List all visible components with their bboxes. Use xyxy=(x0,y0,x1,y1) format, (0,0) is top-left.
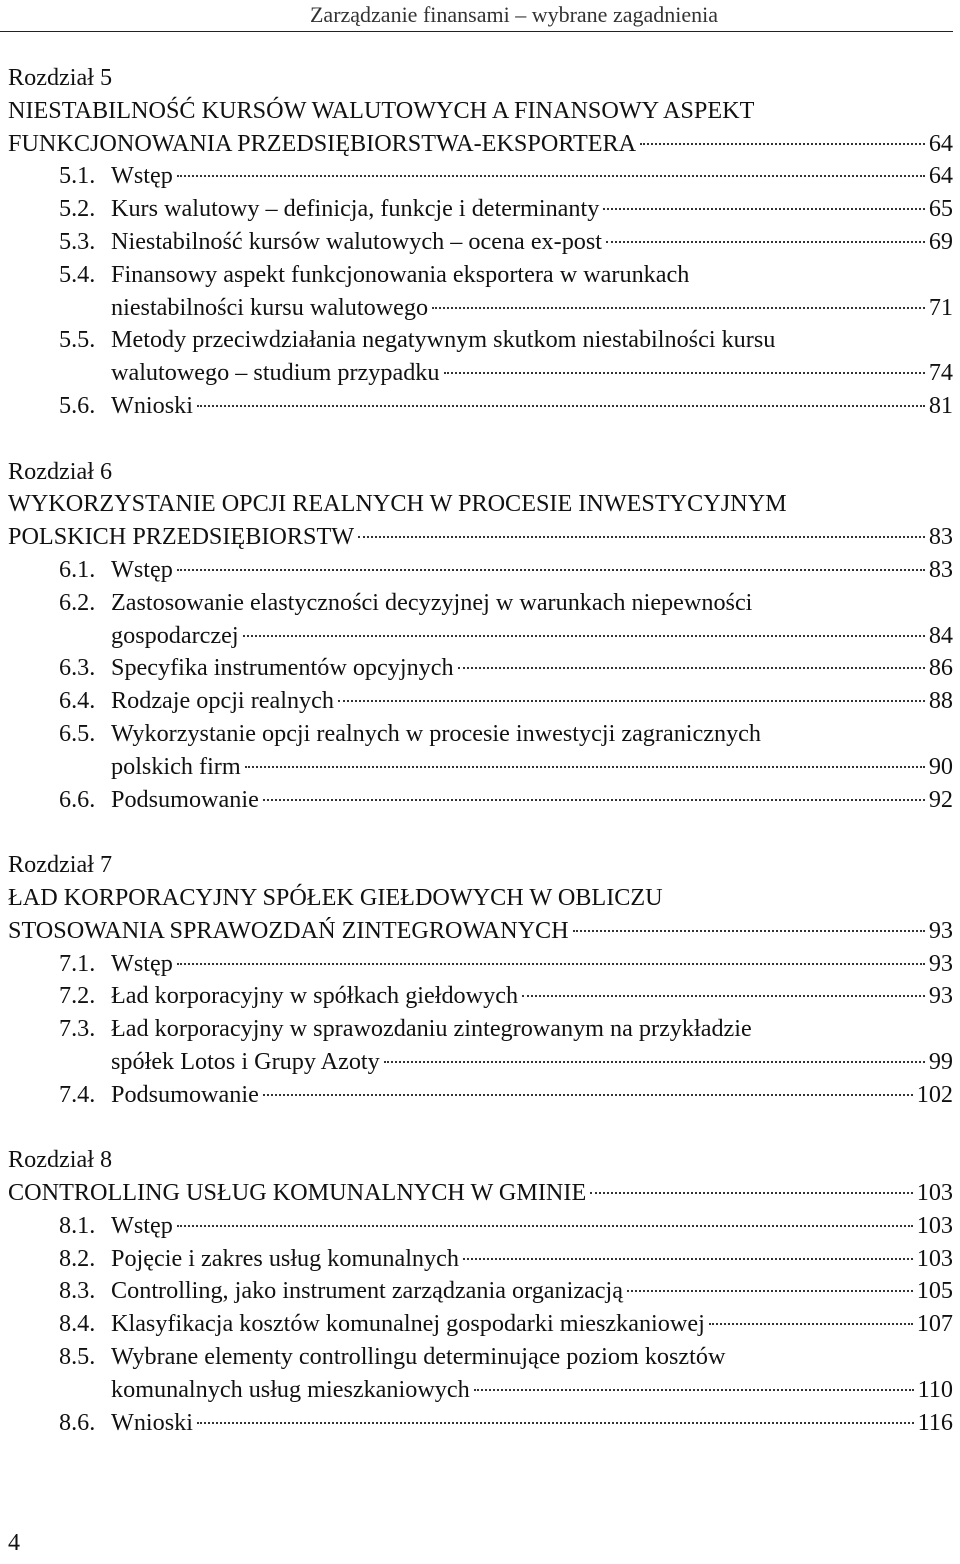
section-number: 5.6. xyxy=(59,391,96,419)
dot-leader xyxy=(243,635,925,637)
section-number: 7.1. xyxy=(59,949,96,977)
page-ref: 116 xyxy=(917,1408,953,1436)
page-ref: 103 xyxy=(916,1244,953,1272)
toc-section xyxy=(59,784,953,817)
section-number: 6.5. xyxy=(59,719,96,747)
section-entry xyxy=(59,160,953,193)
toc-entry-row xyxy=(111,292,953,325)
section-entry xyxy=(59,193,953,226)
section-number: 5.4. xyxy=(59,260,96,288)
section-number: 6.2. xyxy=(59,588,96,616)
section-title: walutowego – studium przypadku xyxy=(111,359,440,387)
section-number: 8.5. xyxy=(59,1343,96,1371)
section-title: Wykorzystanie opcji realnych w procesie inwestycji zagranicznych xyxy=(111,719,761,747)
dot-leader xyxy=(606,241,925,243)
section-entry xyxy=(59,1079,953,1112)
section-entry xyxy=(59,1407,953,1440)
dot-leader xyxy=(522,995,925,997)
toc-entry-row xyxy=(111,1275,953,1308)
section-body xyxy=(111,685,953,718)
toc-section xyxy=(59,1079,953,1112)
dot-leader xyxy=(432,307,925,309)
chapter-label: Rozdział 7 xyxy=(8,851,113,879)
page-ref: 99 xyxy=(928,1047,953,1075)
running-title: Zarządzanie finansami – wybrane zagadnienia xyxy=(309,2,718,27)
page-ref: 93 xyxy=(928,949,953,977)
dot-leader xyxy=(245,766,925,768)
toc-entry-row xyxy=(111,751,953,784)
toc-section xyxy=(59,1308,953,1341)
dot-leader xyxy=(177,963,925,965)
chapter-block xyxy=(8,1144,953,1439)
page-number: 4 xyxy=(8,1530,20,1556)
section-entry xyxy=(59,784,953,817)
chapter-label: Rozdział 6 xyxy=(8,457,113,485)
chapter-title-line: POLSKICH PRZEDSIĘBIORSTW xyxy=(8,523,355,551)
section-title: Podsumowanie xyxy=(111,785,259,813)
dot-leader xyxy=(463,1258,913,1260)
chapter-block xyxy=(8,849,953,1111)
toc-section xyxy=(59,1407,953,1440)
page-ref: 110 xyxy=(917,1375,953,1403)
page-ref: 88 xyxy=(928,687,953,715)
chapter-title-line: WYKORZYSTANIE OPCJI REALNYCH W PROCESIE INWESTYCYJNYM xyxy=(8,490,787,518)
page-ref: 93 xyxy=(928,916,953,944)
section-title: Klasyfikacja kosztów komunalnej gospodarki mieszkaniowej xyxy=(111,1310,705,1338)
section-body xyxy=(111,390,953,423)
section-number: 5.3. xyxy=(59,227,96,255)
dot-leader xyxy=(640,143,925,145)
dot-leader xyxy=(358,536,925,538)
section-title: Wnioski xyxy=(111,391,193,419)
toc-entry-row xyxy=(111,652,953,685)
dot-leader xyxy=(263,799,925,801)
section-title: polskich firm xyxy=(111,752,241,780)
chapter-block xyxy=(8,62,953,423)
section-body xyxy=(111,160,953,193)
toc-section xyxy=(59,193,953,226)
page-ref: 71 xyxy=(928,293,953,321)
section-title: Rodzaje opcji realnych xyxy=(111,687,334,715)
section-title: Finansowy aspekt funkcjonowania eksportera w warunkach xyxy=(111,260,690,288)
section-entry xyxy=(59,1243,953,1276)
section-title: komunalnych usług mieszkaniowych xyxy=(111,1375,470,1403)
section-title: Ład korporacyjny w spółkach giełdowych xyxy=(111,982,519,1010)
section-entry xyxy=(59,324,953,357)
toc-entry-row xyxy=(8,521,953,554)
toc-entry-row xyxy=(111,1374,953,1407)
toc-section xyxy=(59,685,953,718)
page-ref: 64 xyxy=(928,129,953,157)
section-number: 7.4. xyxy=(59,1080,96,1108)
section-entry xyxy=(59,1013,953,1046)
page-ref: 92 xyxy=(928,785,953,813)
page-ref: 83 xyxy=(928,523,953,551)
dot-leader xyxy=(590,1192,912,1194)
section-title: Controlling, jako instrument zarządzania organizacją xyxy=(111,1277,623,1305)
section-body xyxy=(111,1275,953,1308)
section-body xyxy=(111,980,953,1013)
toc-section xyxy=(59,1210,953,1243)
section-body xyxy=(111,1243,953,1276)
section-entry xyxy=(59,259,953,292)
toc-entry-row xyxy=(111,784,953,817)
chapter-title-line: STOSOWANIA SPRAWOZDAŃ ZINTEGROWANYCH xyxy=(8,916,569,944)
section-number: 7.3. xyxy=(59,1015,96,1043)
section-title: Niestabilność kursów walutowych – ocena ex-post xyxy=(111,227,603,255)
dot-leader xyxy=(603,208,925,210)
section-number: 5.5. xyxy=(59,326,96,354)
section-continuation xyxy=(111,1046,953,1079)
section-title: Podsumowanie xyxy=(111,1080,259,1108)
section-entry xyxy=(59,685,953,718)
dot-leader xyxy=(177,175,925,177)
dot-leader xyxy=(474,1389,914,1391)
chapter-title-line: NIESTABILNOŚĆ KURSÓW WALUTOWYCH A FINANSOWY ASPEKT xyxy=(8,96,755,124)
dot-leader xyxy=(338,700,925,702)
section-body xyxy=(111,554,953,587)
toc-section xyxy=(59,1341,953,1407)
dot-leader xyxy=(197,1422,914,1424)
toc-section xyxy=(59,718,953,784)
section-title: Zastosowanie elastyczności decyzyjnej w warunkach niepewności xyxy=(111,588,753,616)
section-number: 7.2. xyxy=(59,982,96,1010)
section-number: 5.2. xyxy=(59,195,96,223)
section-title: Metody przeciwdziałania negatywnym skutkom niestabilności kursu xyxy=(111,326,776,354)
section-number: 6.1. xyxy=(59,555,96,583)
page-ref: 105 xyxy=(916,1277,953,1305)
page-ref: 81 xyxy=(928,391,953,419)
section-title: gospodarczej xyxy=(111,621,239,649)
page-ref: 65 xyxy=(928,195,953,223)
toc-entry-row xyxy=(111,193,953,226)
section-entry xyxy=(59,390,953,423)
section-body xyxy=(111,1407,953,1440)
toc-entry-row xyxy=(111,1046,953,1079)
section-continuation xyxy=(111,620,953,653)
section-body xyxy=(111,652,953,685)
toc-entry-row xyxy=(111,160,953,193)
toc-section xyxy=(59,652,953,685)
section-title: Wybrane elementy controllingu determinujące poziom kosztów xyxy=(111,1343,726,1371)
toc-entry-row xyxy=(111,226,953,259)
toc-section xyxy=(59,390,953,423)
section-body xyxy=(111,1308,953,1341)
toc-entry-row xyxy=(8,915,953,948)
section-continuation xyxy=(111,357,953,390)
section-continuation xyxy=(111,1374,953,1407)
section-title: spółek Lotos i Grupy Azoty xyxy=(111,1047,380,1075)
section-body xyxy=(111,784,953,817)
section-title: Wstęp xyxy=(111,1211,173,1239)
section-title: Pojęcie i zakres usług komunalnych xyxy=(111,1244,459,1272)
toc-entry-row xyxy=(8,128,953,161)
section-number: 8.6. xyxy=(59,1408,96,1436)
chapter-label: Rozdział 8 xyxy=(8,1146,113,1174)
chapter-title-line: ŁAD KORPORACYJNY SPÓŁEK GIEŁDOWYCH W OBLICZU xyxy=(8,883,663,911)
toc-entry-row xyxy=(111,1079,953,1112)
page-ref: 102 xyxy=(916,1080,953,1108)
section-entry xyxy=(59,1308,953,1341)
page-ref: 64 xyxy=(928,162,953,190)
toc-section xyxy=(59,980,953,1013)
toc-section xyxy=(59,226,953,259)
section-title: Kurs walutowy – definicja, funkcje i determinanty xyxy=(111,195,600,223)
toc-section xyxy=(59,1275,953,1308)
dot-leader xyxy=(709,1323,913,1325)
toc-entry-row xyxy=(111,390,953,423)
section-title: Wstęp xyxy=(111,162,173,190)
section-continuation xyxy=(111,751,953,784)
section-number: 8.4. xyxy=(59,1310,96,1338)
running-header xyxy=(0,0,953,32)
table-of-contents xyxy=(8,62,953,1472)
section-title: Specyfika instrumentów opcyjnych xyxy=(111,654,454,682)
page-ref: 84 xyxy=(928,621,953,649)
page-ref: 93 xyxy=(928,982,953,1010)
toc-entry-row xyxy=(111,620,953,653)
toc-entry-row xyxy=(111,685,953,718)
section-title: Wnioski xyxy=(111,1408,193,1436)
section-title: niestabilności kursu walutowego xyxy=(111,293,429,321)
section-entry xyxy=(59,980,953,1013)
section-entry xyxy=(59,1275,953,1308)
section-number: 8.3. xyxy=(59,1277,96,1305)
chapter-title-line: FUNKCJONOWANIA PRZEDSIĘBIORSTWA-EKSPORTERA xyxy=(8,129,637,157)
toc-entry-row xyxy=(111,1243,953,1276)
chapter-title-line: CONTROLLING USŁUG KOMUNALNYCH W GMINIE xyxy=(8,1179,587,1207)
page-ref: 103 xyxy=(916,1211,953,1239)
toc-section xyxy=(59,587,953,653)
dot-leader xyxy=(458,667,925,669)
toc-section xyxy=(59,160,953,193)
toc-section xyxy=(59,324,953,390)
toc-section xyxy=(59,948,953,981)
dot-leader xyxy=(384,1061,925,1063)
section-number: 6.6. xyxy=(59,785,96,813)
toc-section xyxy=(59,259,953,325)
section-title: Ład korporacyjny w sprawozdaniu zintegrowanym na przykładzie xyxy=(111,1015,752,1043)
section-number: 8.2. xyxy=(59,1244,96,1272)
section-title: Wstęp xyxy=(111,555,173,583)
section-number: 6.3. xyxy=(59,654,96,682)
toc-entry-row xyxy=(8,1177,953,1210)
page-ref: 86 xyxy=(928,654,953,682)
section-entry xyxy=(59,652,953,685)
chapter-label: Rozdział 5 xyxy=(8,64,113,91)
page-ref: 107 xyxy=(916,1310,953,1338)
section-number: 5.1. xyxy=(59,162,96,190)
dot-leader xyxy=(444,372,925,374)
dot-leader xyxy=(177,569,925,571)
section-entry xyxy=(59,554,953,587)
section-entry xyxy=(59,718,953,751)
section-continuation xyxy=(111,292,953,325)
toc-entry-row xyxy=(111,980,953,1013)
chapter-block xyxy=(8,456,953,817)
section-body xyxy=(111,948,953,981)
toc-entry-row xyxy=(111,1308,953,1341)
page-ref: 74 xyxy=(928,359,953,387)
section-body xyxy=(111,193,953,226)
dot-leader xyxy=(197,405,925,407)
toc-section xyxy=(59,554,953,587)
section-entry xyxy=(59,948,953,981)
toc-entry-row xyxy=(111,1407,953,1440)
dot-leader xyxy=(627,1290,913,1292)
toc-section xyxy=(59,1243,953,1276)
dot-leader xyxy=(177,1225,913,1227)
section-entry xyxy=(59,587,953,620)
toc-entry-row xyxy=(111,554,953,587)
section-body xyxy=(111,1079,953,1112)
section-body xyxy=(111,1210,953,1243)
toc-entry-row xyxy=(111,948,953,981)
page-ref: 103 xyxy=(916,1179,953,1207)
dot-leader xyxy=(573,930,925,932)
page-ref: 90 xyxy=(928,752,953,780)
section-entry xyxy=(59,1341,953,1374)
section-number: 6.4. xyxy=(59,687,96,715)
section-entry xyxy=(59,1210,953,1243)
toc-entry-row xyxy=(111,357,953,390)
section-number: 8.1. xyxy=(59,1211,96,1239)
page-ref: 83 xyxy=(928,555,953,583)
section-entry xyxy=(59,226,953,259)
toc-entry-row xyxy=(111,1210,953,1243)
section-body xyxy=(111,226,953,259)
page-ref: 69 xyxy=(928,227,953,255)
toc-section xyxy=(59,1013,953,1079)
dot-leader xyxy=(263,1094,913,1096)
section-title: Wstęp xyxy=(111,949,173,977)
